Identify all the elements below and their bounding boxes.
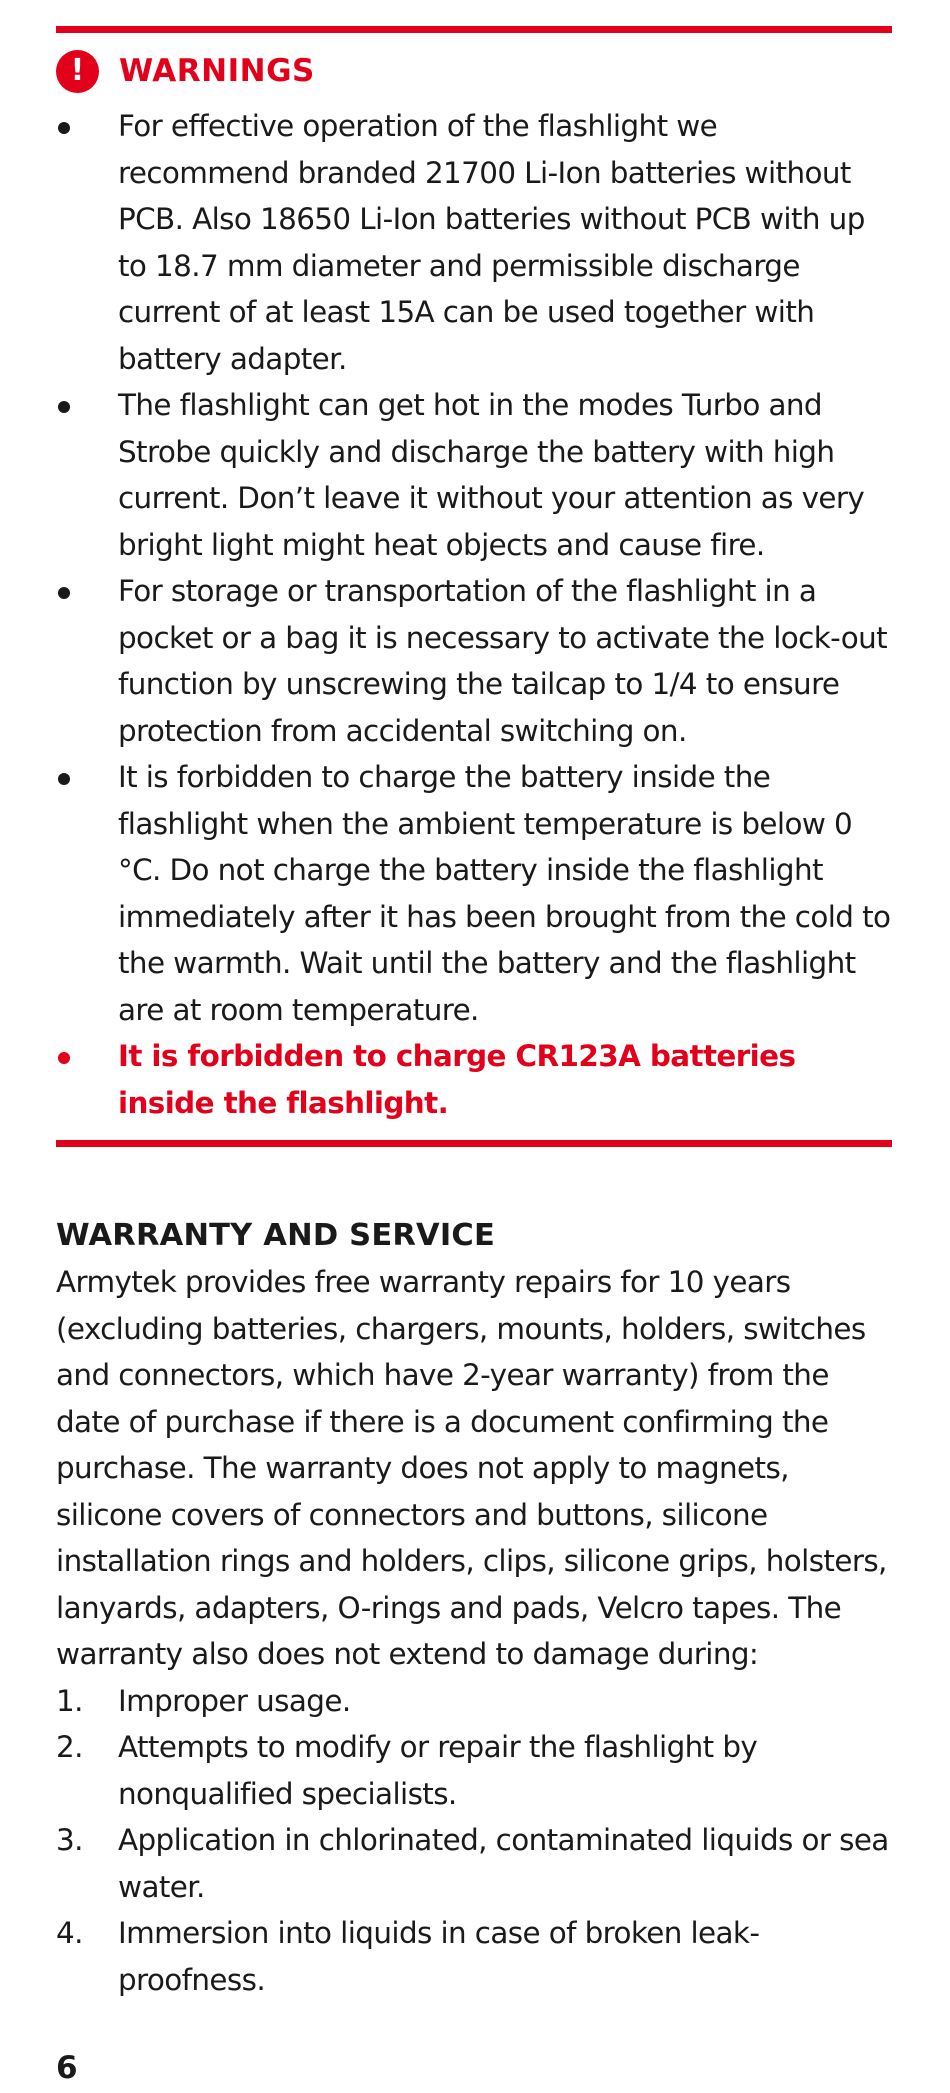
warranty-body: Armytek provides free warranty repairs for 10 years (excluding batteries, chargers, mounts, holders, switches and connectors, which have 2-year warranty) from the date of purchase if there is a document confirming the purchase. The warranty does not apply to magnets, silicone covers of connectors and buttons, silicone installation rings and holders, clips, silicone grips, holsters, lanyards, adapters, O-rings and pads, Velcro tapes. The warranty also does not extend to damage during:: [56, 1265, 887, 1671]
warning-item: [56, 103, 892, 382]
manual-page: [56, 0, 892, 2003]
warnings-title: WARNINGS: [119, 53, 315, 89]
warnings-list: [56, 103, 892, 1126]
warranty-title: WARRANTY AND SERVICE: [56, 1218, 496, 1253]
warning-item: [56, 754, 892, 1033]
warnings-bottom-rule: [56, 1140, 892, 1147]
exclamation-circle-icon: !: [56, 50, 99, 93]
warnings-top-rule: [56, 26, 892, 33]
warning-item: [56, 382, 892, 568]
warnings-header: [56, 43, 892, 99]
list-item-text: Improper usage.: [118, 1683, 351, 1718]
list-item-text: Immersion into liquids in case of broken leak-proofness.: [118, 1916, 760, 1997]
bullet-icon: [58, 1052, 70, 1064]
list-number: 1.: [56, 1683, 83, 1718]
damage-list-item: [56, 1817, 892, 1910]
bullet-icon: [58, 773, 70, 785]
list-number: 4.: [56, 1916, 83, 1950]
bullet-icon: [58, 401, 70, 413]
bullet-icon: [58, 122, 70, 134]
list-item-text: Attempts to modify or repair the flashlight by nonqualified specialists.: [118, 1730, 758, 1811]
warning-item-text: It is forbidden to charge CR123A batteries inside the flashlight.: [118, 1039, 796, 1120]
warning-item: [56, 568, 892, 754]
damage-list-item: [56, 1724, 892, 1817]
damage-list: [56, 1678, 892, 2004]
warning-item-critical: [56, 1033, 892, 1126]
warning-item-text: The flashlight can get hot in the modes Turbo and Strobe quickly and discharge the battery with high current. Don’t leave it without your attention as very bright light might heat objects and cause fire.: [118, 388, 865, 562]
warning-item-text: For effective operation of the flashlight we recommend branded 21700 Li-Ion batteries without PCB. Also 18650 Li-Ion batteries without PCB with up to 18.7 mm diameter and permissible discharge current of at least 15A can be used together with battery adapter.: [118, 109, 865, 376]
list-number: 2.: [56, 1730, 83, 1764]
bullet-icon: [58, 587, 70, 599]
damage-list-item: [56, 1910, 892, 2003]
warning-item-text: It is forbidden to charge the battery inside the flashlight when the ambient temperature is below 0 °C. Do not charge the battery inside the flashlight immediately after it has been brought from the cold to the warmth. Wait until the battery and the flashlight are at room temperature.: [118, 760, 891, 1027]
list-number: 3.: [56, 1823, 83, 1857]
list-item-text: Application in chlorinated, contaminated liquids or sea water.: [118, 1823, 889, 1904]
warning-item-text: For storage or transportation of the flashlight in a pocket or a bag it is necessary to activate the lock-out function by unscrewing the tailcap to 1/4 to ensure protection from accidental switching on.: [118, 574, 888, 748]
damage-list-item: [56, 1678, 892, 1725]
page-number: 6: [56, 2050, 78, 2086]
